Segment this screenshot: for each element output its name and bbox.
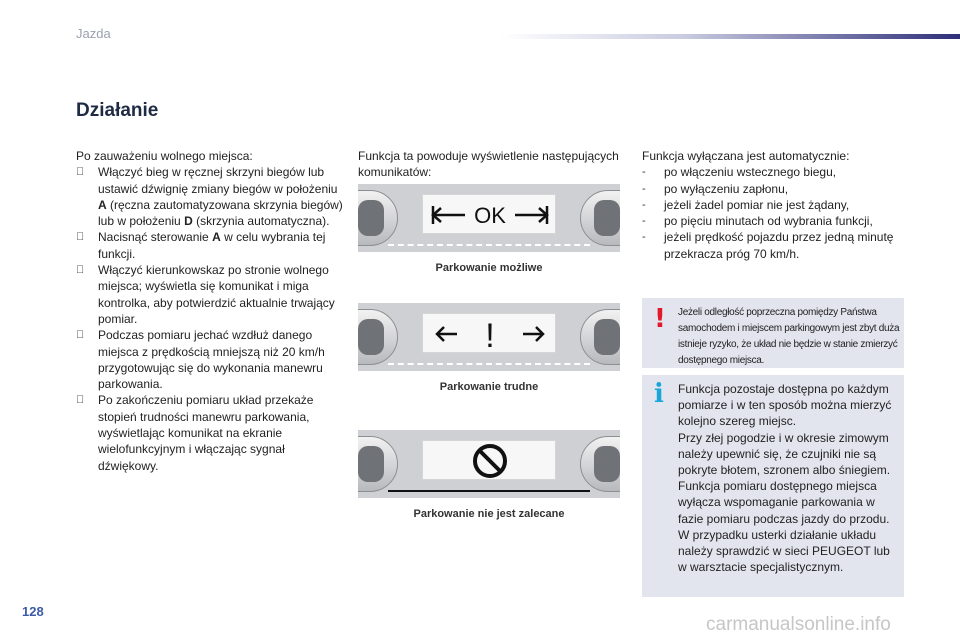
parked-car-right [580, 190, 620, 246]
bullet-icon [76, 392, 92, 408]
dash-icon: - [642, 182, 646, 195]
chapter-title: Jazda [76, 26, 111, 41]
bullet-icon [76, 229, 92, 245]
instructions-column [76, 148, 346, 474]
dash-icon: - [642, 198, 646, 211]
space-line [388, 490, 590, 492]
bullet-icon [76, 164, 92, 180]
list-item: - jeżeli żadel pomiar nie jest żądany, [642, 197, 850, 212]
info-paragraph: Funkcja pomiaru dostępnego miejsca wyłącza wspomaganie parkowania w fazie pomiaru podczas jazdy do przodu. [678, 479, 890, 526]
parked-car-right [580, 309, 620, 365]
list-item: Włączyć bieg w ręcznej skrzyni biegów lub ustawić dźwignię zmiany biegów w położeniu A (ręczna zautomatyzowana skrzynia biegów) lub w położeniu D (skrzynia automatyczna). [76, 164, 346, 229]
dash-icon: - [642, 231, 646, 244]
info-paragraph: Funkcja pozostaje dostępna po każdym pomiarze i w ten sposób można mierzyć kolejno szereg miejsc. [678, 382, 892, 429]
page-number: 128 [22, 604, 44, 619]
auto-off-list [642, 164, 907, 262]
section-title: Działanie [76, 100, 159, 121]
bullet-icon [76, 262, 92, 278]
instructions-intro: Po zauważeniu wolnego miejsca: [76, 149, 253, 163]
info-box [642, 375, 904, 597]
ok-label: OK [474, 203, 506, 228]
not-recommended-display [422, 440, 556, 480]
list-item: - jeżeli prędkość pojazdu przez jedną minutę przekracza próg 70 km/h. [642, 230, 894, 261]
space-line [388, 363, 590, 365]
list-item: - po pięciu minutach od wybrania funkcji, [642, 214, 873, 229]
prohibited-icon [423, 441, 557, 481]
parking-not-recommended-figure [358, 430, 620, 498]
instructions-list [76, 164, 346, 474]
space-line [388, 244, 590, 246]
list-item: Po zakończeniu pomiaru układ przekaże stopień trudności manewru parkowania, wyświetlając komunikat na ekranie wielofunkcyjnym i włączając sygnał dźwiękowy. [76, 392, 346, 473]
difficult-display [422, 313, 556, 353]
caption-parking-possible: Parkowanie możliwe [435, 262, 543, 274]
parked-car-left [358, 309, 398, 365]
exclamation-label: ! [485, 317, 495, 354]
info-paragraph: W przypadku usterki działanie układu należy sprawdzić w sieci PEUGEOT lub w warsztacie specjalistycznym. [678, 527, 890, 575]
parking-possible-figure [358, 184, 620, 252]
info-paragraph: Przy złej pogodzie i w okresie zimowym należy upewnić się, że czujniki nie są pokryte błotem, szronem albo śniegiem. [678, 430, 891, 478]
caption-parking-difficult: Parkowanie trudne [439, 381, 539, 393]
ok-display [422, 194, 556, 234]
warning-box [642, 298, 904, 368]
warning-icon: ! [654, 304, 666, 334]
messages-intro: Funkcja ta powoduje wyświetlenie następujących komunikatów: [358, 149, 619, 180]
dash-icon: - [642, 166, 646, 179]
parking-difficult-figure [358, 303, 620, 371]
parked-car-left [358, 436, 398, 492]
bullet-icon [76, 327, 92, 343]
list-item: Włączyć kierunkowskaz po stronie wolnego miejsca; wyświetla się komunikat i miga kontrolka, aby potwierdzić aktualnie trwający pomiar. [76, 262, 346, 327]
list-item: - po włączeniu wstecznego biegu, [642, 165, 837, 180]
warning-text: Jeżeli odległość poprzeczna pomiędzy Państwa samochodem i miejscem parkingowym jest zbyt duża istnieje ryzyko, że układ nie będzie w stanie zmierzyć dostępnego miejsca. [678, 307, 900, 366]
caption-parking-not-recommended: Parkowanie nie jest zalecane [413, 508, 565, 520]
info-icon: i [654, 379, 664, 409]
parked-car-right [580, 436, 620, 492]
parked-car-left [358, 190, 398, 246]
header-gradient-bar [500, 34, 960, 39]
watermark: carmanualsonline.info [706, 614, 891, 635]
list-item: Podczas pomiaru jechać wzdłuż danego miejsca z prędkością mniejszą niż 20 km/h przygotowując się do wykonania manewru parkowania. [76, 327, 346, 392]
list-item: - po wyłączeniu zapłonu, [642, 181, 789, 196]
arrows-icon [423, 314, 557, 354]
info-text [678, 381, 900, 575]
arrows-icon [423, 195, 557, 235]
auto-off-column [642, 148, 907, 262]
auto-off-intro: Funkcja wyłączana jest automatycznie: [642, 149, 850, 163]
list-item: Nacisnąć sterowanie A w celu wybrania tej funkcji. [76, 229, 346, 262]
dash-icon: - [642, 215, 646, 228]
